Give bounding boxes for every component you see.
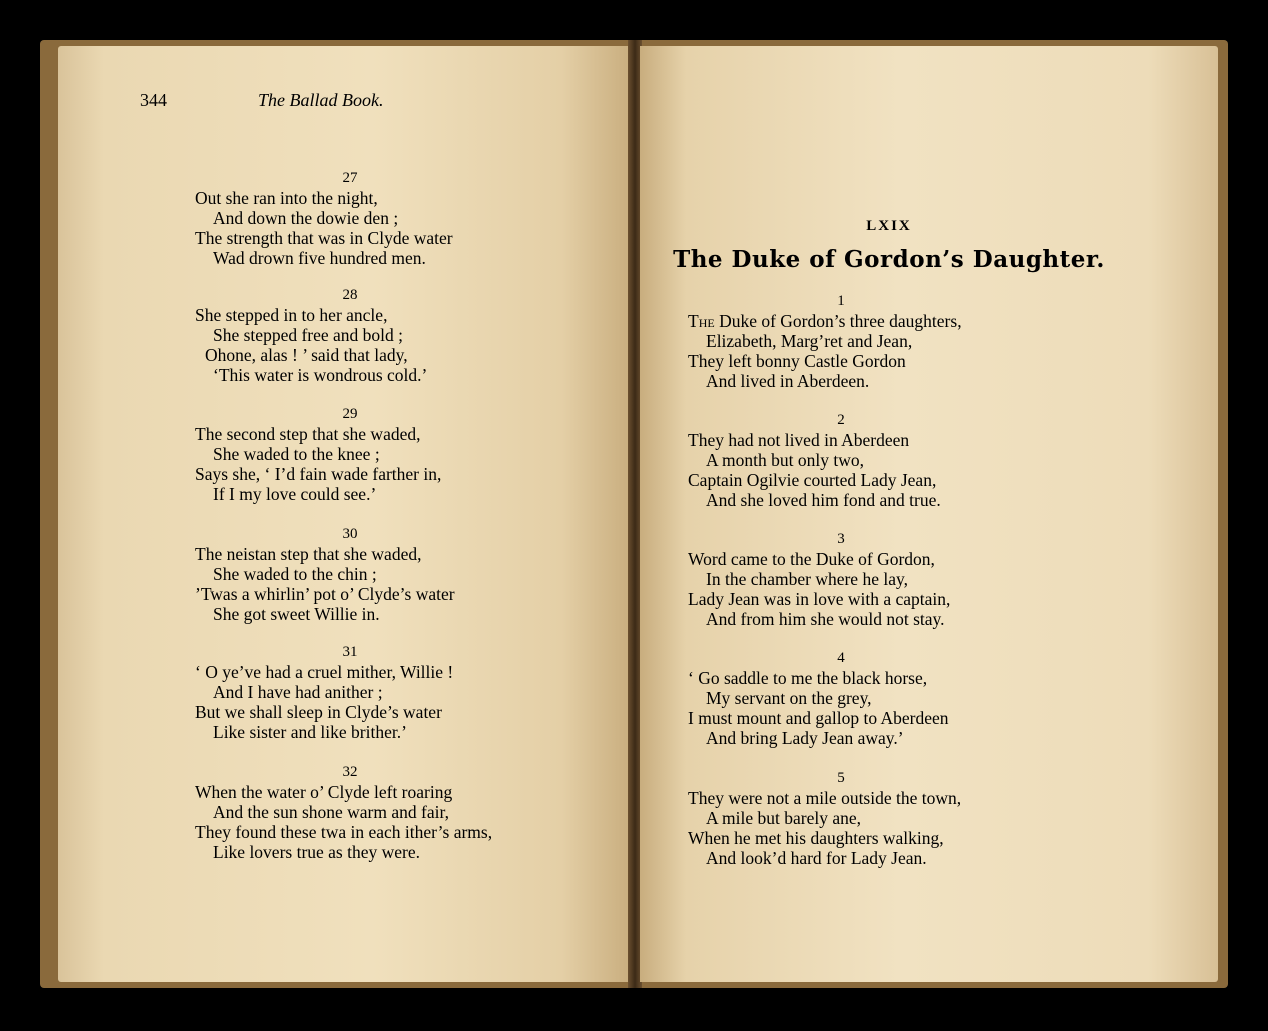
verse-line: She waded to the knee ; — [213, 444, 380, 464]
verse-line: I must mount and gallop to Aberdeen — [688, 708, 949, 728]
verse-line: Like sister and like brither.’ — [213, 722, 407, 742]
verse-line: And down the dowie den ; — [213, 208, 399, 228]
verse-line: And bring Lady Jean away.’ — [706, 728, 904, 748]
verse-line: If I my love could see.’ — [213, 484, 377, 504]
stanza-2 — [688, 412, 1018, 510]
verse-line-rest: Duke of Gordon’s three daughters, — [714, 311, 962, 331]
ballad-title: The Duke of Gordon’s Daughter. — [673, 246, 1105, 273]
verse-line: They had not lived in Aberdeen — [688, 430, 910, 450]
verse-line: When the water o’ Clyde left roaring — [195, 782, 453, 802]
verse-line: The neistan step that she waded, — [195, 544, 422, 564]
verse-line: And I have had anither ; — [213, 682, 383, 702]
stanza-number: 32 — [342, 764, 358, 780]
verse-line: She stepped in to her ancle, — [195, 305, 388, 325]
verse-line: She got sweet Willie in. — [213, 604, 380, 624]
verse-line: And lived in Aberdeen. — [706, 371, 870, 391]
verse-line: And the sun shone warm and fair, — [213, 802, 449, 822]
verse-line: But we shall sleep in Clyde’s water — [195, 702, 442, 722]
stanza-3 — [688, 531, 1018, 629]
verse-line: She stepped free and bold ; — [213, 325, 404, 345]
stanza-31 — [195, 644, 535, 742]
verse-line: They found these twa in each ither’s arms, — [195, 822, 493, 842]
stanza-5 — [688, 770, 1018, 868]
opening-word: The — [688, 311, 715, 331]
stanza-30 — [195, 526, 535, 624]
verse-line: Lady Jean was in love with a captain, — [688, 589, 951, 609]
page-number: 344 — [140, 90, 167, 110]
verse-line: My servant on the grey, — [706, 688, 872, 708]
verse-line: Elizabeth, Marg’ret and Jean, — [706, 331, 913, 351]
verse-line: Wad drown five hundred men. — [213, 248, 426, 268]
verse-line: Ohone, alas ! ’ said that lady, — [205, 345, 408, 365]
stanza-4 — [688, 650, 1018, 748]
running-title: The Ballad Book. — [258, 90, 384, 110]
verse-line: ‘ Go saddle to me the black horse, — [688, 668, 928, 688]
verse-line: And from him she would not stay. — [706, 609, 945, 629]
verse-line: She waded to the chin ; — [213, 564, 377, 584]
verse-line: The strength that was in Clyde water — [195, 228, 453, 248]
verse-line: They were not a mile outside the town, — [688, 788, 962, 808]
stanza-27 — [195, 170, 535, 268]
stanza-1 — [688, 293, 1018, 391]
stanza-number: 28 — [342, 287, 358, 303]
stanza-29 — [195, 406, 535, 504]
stanza-number: 4 — [837, 650, 845, 666]
stanza-number: 5 — [837, 770, 845, 786]
verse-line: ’Twas a whirlin’ pot o’ Clyde’s water — [195, 584, 455, 604]
verse-line: ‘ O ye’ve had a cruel mither, Willie ! — [195, 662, 454, 682]
verse-line: Word came to the Duke of Gordon, — [688, 549, 935, 569]
stanza-number: 27 — [342, 170, 358, 186]
verse-line: The second step that she waded, — [195, 424, 421, 444]
verse-line: In the chamber where he lay, — [706, 569, 908, 589]
stanza-number: 29 — [342, 406, 358, 422]
verse-line: And she loved him fond and true. — [706, 490, 941, 510]
verse-line: Captain Ogilvie courted Lady Jean, — [688, 470, 937, 490]
verse-line: When he met his daughters walking, — [688, 828, 944, 848]
stanza-number: 2 — [837, 412, 845, 428]
verse-line: And look’d hard for Lady Jean. — [706, 848, 927, 868]
verse-line: A month but only two, — [706, 450, 864, 470]
verse-line: Says she, ‘ I’d fain wade farther in, — [195, 464, 442, 484]
stanza-number: 31 — [342, 644, 358, 660]
verse-line: A mile but barely ane, — [706, 808, 862, 828]
verse-line — [688, 311, 1018, 331]
verse-line: ‘This water is wondrous cold.’ — [213, 365, 428, 385]
ballad-number: LXIX — [866, 218, 912, 234]
stanza-number: 3 — [837, 531, 845, 547]
stanza-32 — [195, 764, 535, 862]
verse-line: Out she ran into the night, — [195, 188, 378, 208]
stanza-28 — [195, 287, 535, 385]
verse-line: They left bonny Castle Gordon — [688, 351, 906, 371]
verse-line: Like lovers true as they were. — [213, 842, 421, 862]
stanza-number: 1 — [837, 293, 845, 309]
stanza-number: 30 — [342, 526, 358, 542]
left-page-header — [140, 90, 560, 112]
